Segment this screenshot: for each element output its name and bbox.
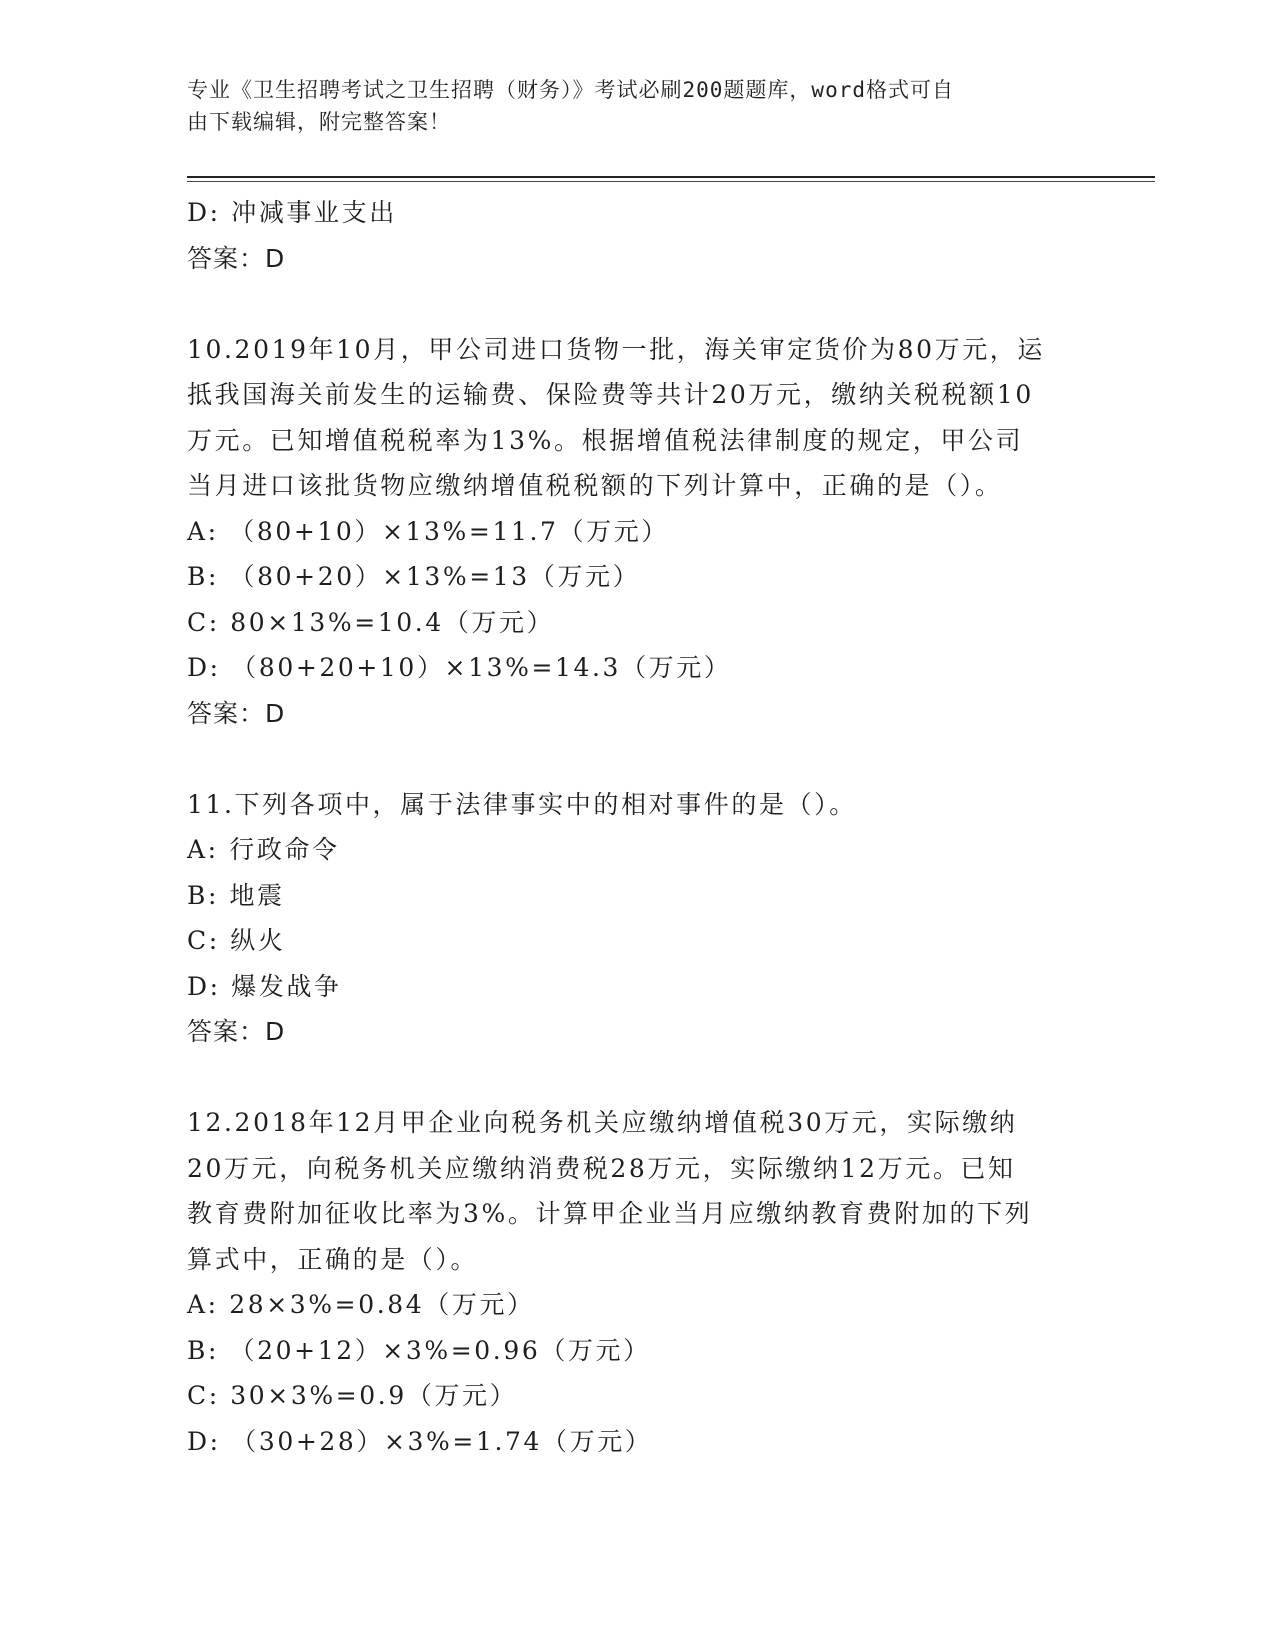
question-stem-line: 算式中，正确的是（）。	[187, 1244, 479, 1274]
question-list	[187, 190, 1087, 1464]
question-stem-line: 12.2018年12月甲企业向税务机关应缴纳增值税30万元，实际缴纳	[187, 1108, 1018, 1137]
question-stem-line: 抵我国海关前发生的运输费、保险费等共计20万元，缴纳关税税额10	[187, 380, 1034, 409]
spacer	[187, 1055, 1087, 1101]
header-title-line-1: 专业《卫生招聘考试之卫生招聘（财务）》考试必刷200题题库，word格式可自	[187, 78, 954, 102]
question-stem-line: 20万元，向税务机关应缴纳消费税28万元，实际缴纳12万元。已知	[187, 1153, 1016, 1183]
option-a: A: 行政命令	[187, 835, 340, 864]
header-divider-thick	[187, 176, 1155, 178]
spacer	[187, 281, 1087, 327]
option-d: D: （30+28）×3%=1.74（万元）	[187, 1426, 653, 1456]
header-title-line-2: 由下载编辑，附完整答案！	[187, 110, 451, 134]
page-header	[187, 74, 1087, 138]
option-d: D: 爆发战争	[187, 971, 342, 1001]
question-stem-line: 10.2019年10月，甲公司进口货物一批，海关审定货价为80万元，运	[187, 334, 1046, 364]
option-c: C: 80×13%=10.4（万元）	[187, 607, 555, 637]
option-b: B: （20+12）×3%=0.96（万元）	[187, 1335, 651, 1365]
header-divider-thin	[187, 181, 1155, 182]
option-a: A: （80+10）×13%=11.7（万元）	[187, 516, 669, 546]
answer-line: 答案：D	[187, 698, 286, 728]
answer-line: 答案：D	[187, 243, 286, 273]
option-d: D: （80+20+10）×13%=14.3（万元）	[187, 653, 732, 682]
previous-question-tail	[187, 190, 1087, 281]
option-c: C: 30×3%=0.9（万元）	[187, 1381, 518, 1410]
question-stem-line: 当月进口该批货物应缴纳增值税税额的下列计算中，正确的是（）。	[187, 471, 1003, 500]
option-b: B: 地震	[187, 880, 285, 910]
answer-line: 答案：D	[187, 1017, 286, 1046]
question-stem-line: 11.下列各项中，属于法律事实中的相对事件的是（）。	[187, 789, 857, 819]
question-stem-line: 教育费附加征收比率为3%。计算甲企业当月应缴纳教育费附加的下列	[187, 1199, 1033, 1228]
option-a: A: 28×3%=0.84（万元）	[187, 1290, 535, 1319]
option-d: D: 冲减事业支出	[187, 198, 397, 227]
spacer	[187, 736, 1087, 782]
question-11	[187, 782, 1087, 1055]
question-12	[187, 1100, 1087, 1464]
option-c: C: 纵火	[187, 926, 286, 955]
question-10	[187, 327, 1087, 737]
question-stem-line: 万元。已知增值税税率为13%。根据增值税法律制度的规定，甲公司	[187, 425, 1024, 455]
option-b: B: （80+20）×13%=13（万元）	[187, 562, 641, 591]
